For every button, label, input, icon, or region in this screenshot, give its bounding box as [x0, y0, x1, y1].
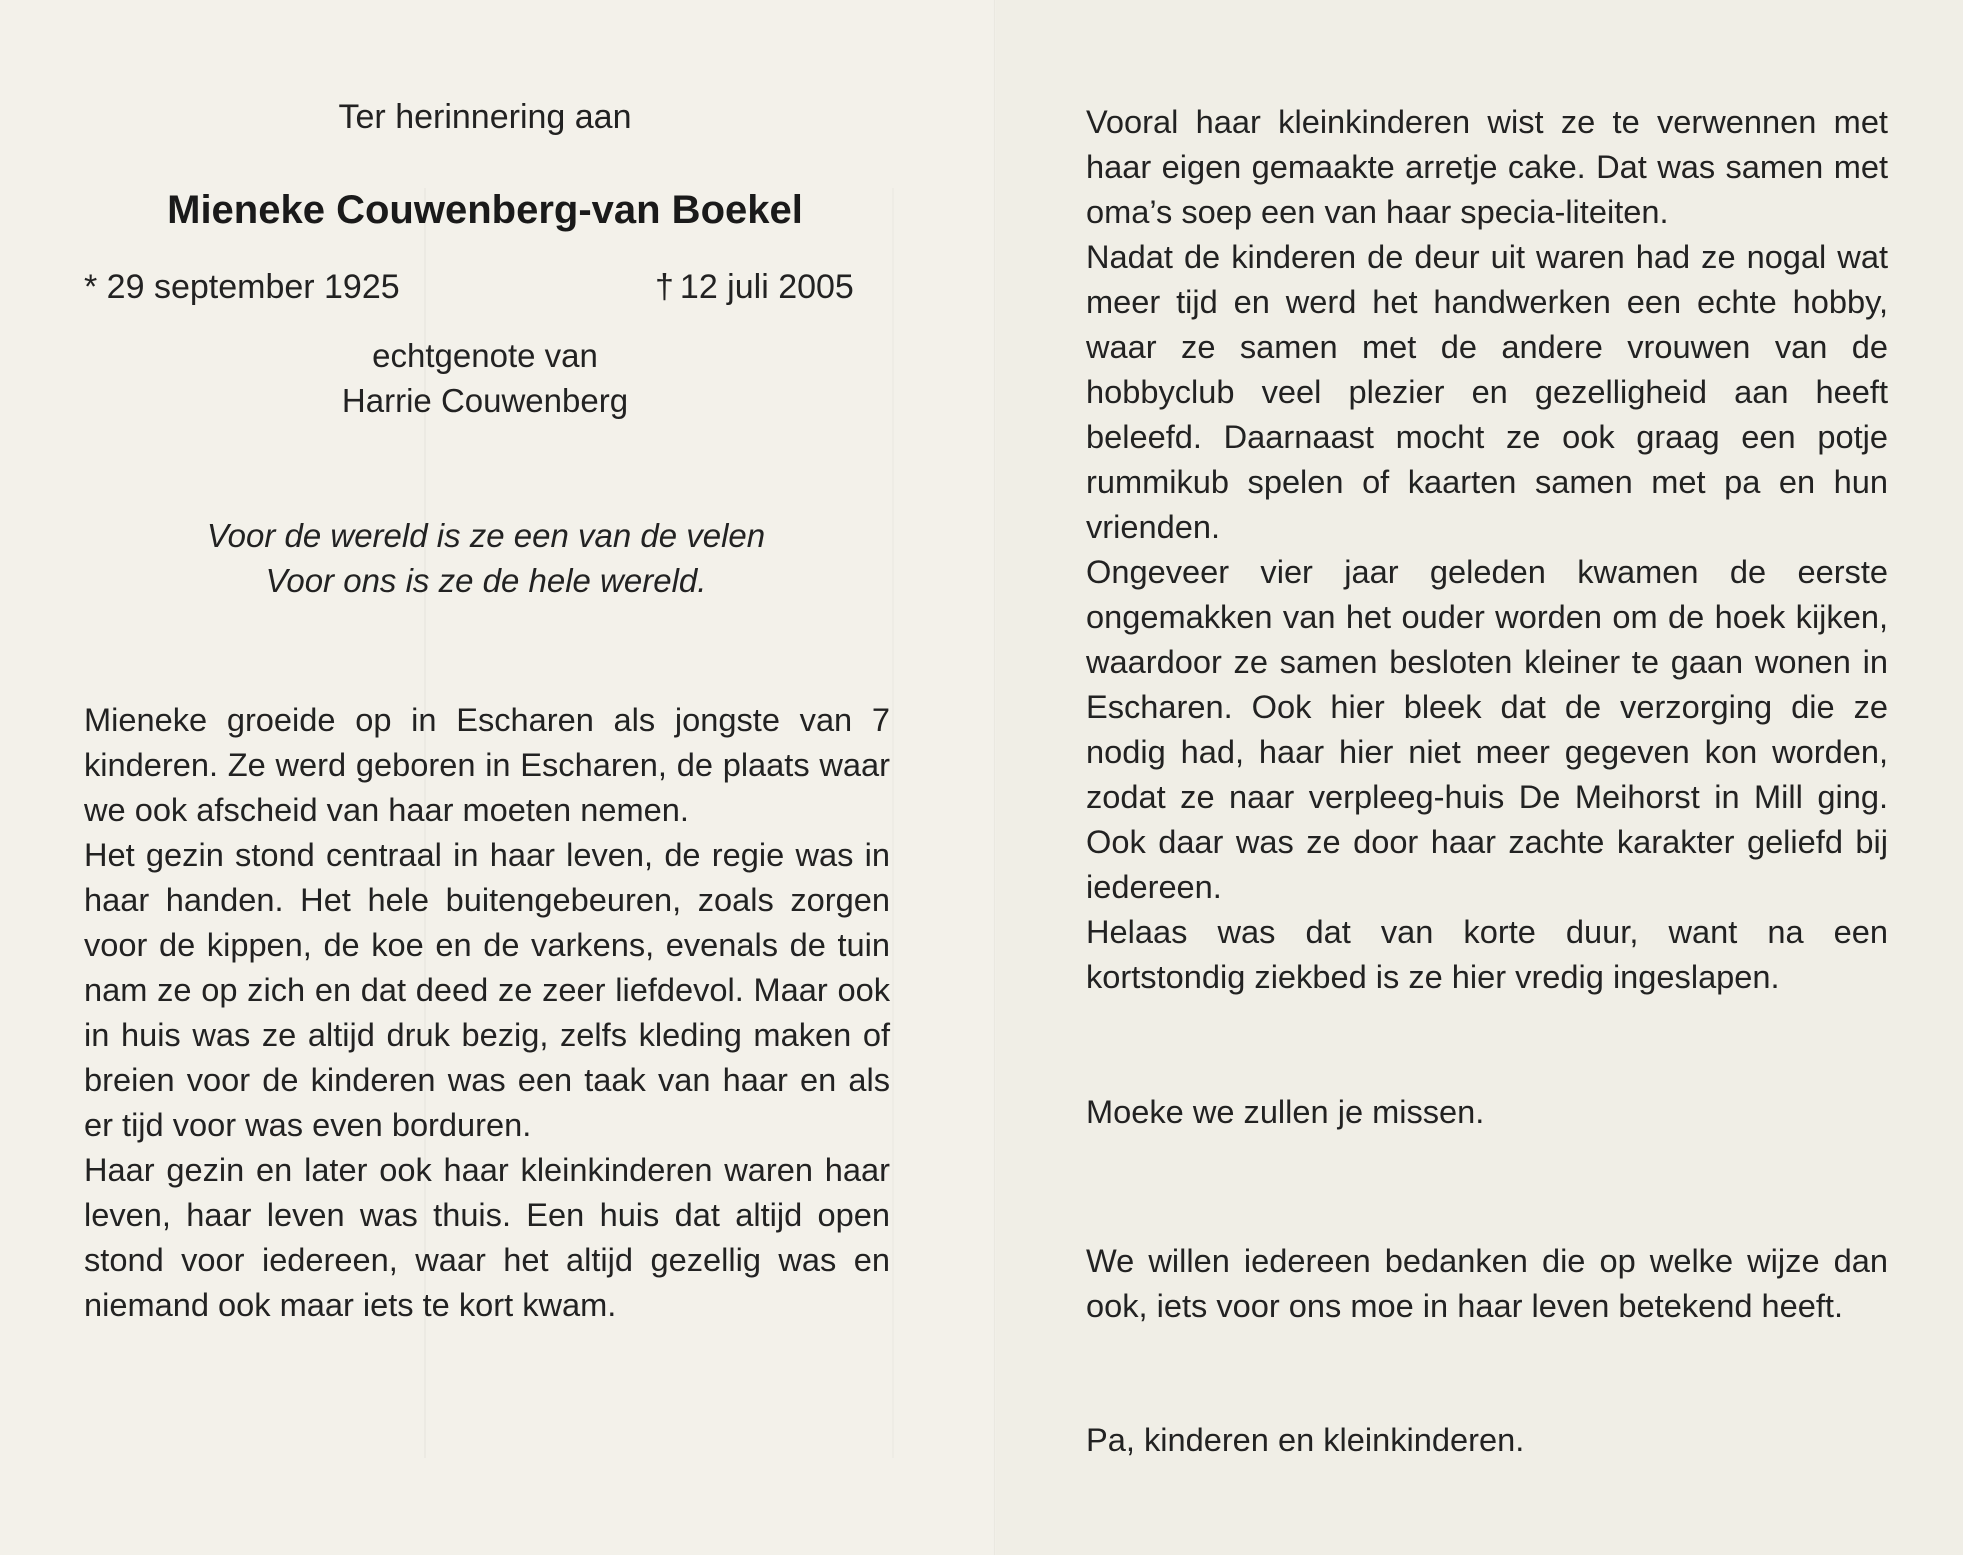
right-biography — [1086, 99, 1888, 999]
death-date-line — [655, 268, 854, 307]
thanks-paragraph — [1086, 1238, 1888, 1328]
biography-paragraph: Het gezin stond centraal in haar leven, de regie was in haar handen. Het hele buitengebeuren, zoals zorgen voor de kippen, de koe en de varkens, evenals de tuin nam ze op zich en dat deed ze zeer liefdevol. Maar ook in huis was ze altijd druk bezig, zelfs kleding maken of breien voor de kinderen was een taak van haar en als er tijd voor was even borduren. — [84, 836, 890, 1143]
biography-paragraph: Helaas was dat van korte duur, want na een kortstondig ziekbed is ze hier vredig ingeslapen. — [1086, 913, 1888, 995]
biography-paragraph: Mieneke groeide op in Escharen als jongste van 7 kinderen. Ze werd geboren in Escharen, de plaats waar we ook afscheid van haar moeten nemen. — [84, 701, 890, 828]
card-fold — [993, 0, 996, 1555]
motto-line-2: Voor ons is ze de hele wereld. — [265, 562, 707, 599]
motto-line-1: Voor de wereld is ze een van de velen — [206, 517, 766, 554]
cross-icon: † — [655, 268, 674, 306]
signoff-line — [1086, 1417, 1888, 1462]
biography-paragraph: Vooral haar kleinkinderen wist ze te verwennen met haar eigen gemaakte arretje cake. Dat was samen met oma’s soep een van haar specia-liteiten. — [1086, 103, 1888, 230]
biography-paragraph: Ongeveer vier jaar geleden kwamen de eerste ongemakken van het ouder worden om de hoek kijken, waardoor ze samen besloten kleiner te gaan wonen in Escharen. Ook hier bleek dat de verzorging die ze nodig had, haar hier niet meer gegeven kon worden, zodat ze naar verpleeg-huis De Meihorst in Mill ging. Ook daar was ze door haar zachte karakter geliefd bij iedereen. — [1086, 553, 1888, 905]
signoff-text: Pa, kinderen en kleinkinderen. — [1086, 1421, 1525, 1458]
biography-paragraph: Nadat de kinderen de deur uit waren had ze nogal wat meer tijd en werd het handwerken een echte hobby, waar ze samen met de andere vrouwen van de hobbyclub veel plezier en gezelligheid aan heeft beleefd. Daarnaast mocht ze ook graag een potje rummikub spelen of kaarten samen met pa en hun vrienden. — [1086, 238, 1888, 545]
birth-date: * 29 september 1925 — [84, 268, 400, 306]
left-biography — [84, 697, 890, 1327]
farewell-text: Moeke we zullen je missen. — [1086, 1093, 1485, 1130]
deceased-name: Mieneke Couwenberg-van Boekel — [167, 188, 803, 232]
biography-paragraph: Haar gezin en later ook haar kleinkinderen waren haar leven, haar leven was thuis. Een huis dat altijd open stond voor iedereen, waar het altijd gezellig was en niemand ook maar iets te kort kwam. — [84, 1151, 890, 1323]
spouse-name: Harrie Couwenberg — [341, 382, 629, 419]
farewell-line — [1086, 1089, 1888, 1134]
intro-text: Ter herinnering aan — [338, 98, 632, 136]
thanks-text: We willen iedereen bedanken die op welke wijze dan ook, iets voor ons moe in haar leven betekend heeft. — [1086, 1242, 1888, 1324]
spouse-label: echtgenote van — [372, 337, 598, 374]
death-date: 12 juli 2005 — [679, 268, 854, 306]
